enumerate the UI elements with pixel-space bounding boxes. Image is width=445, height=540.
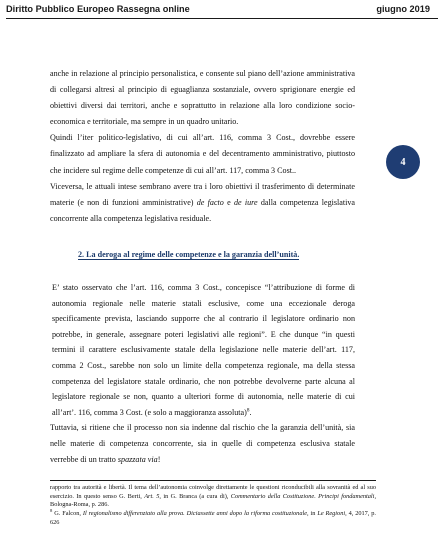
text-run: , in G. Branca (a cura di), xyxy=(159,492,231,500)
footnote-reference[interactable]: 8 xyxy=(246,407,250,414)
footnote-continuation xyxy=(50,484,376,510)
issue-date: giugno 2019 xyxy=(376,4,430,14)
paragraph xyxy=(50,420,355,467)
text-run: dalla competenza legislativa concorrente alla competenza legislativa residuale. xyxy=(50,197,356,223)
italic-text: Commentario della Costituzione. Principi fondamentali xyxy=(230,492,375,500)
text-run: . xyxy=(249,407,252,417)
text-run: E’ stato osservato che l’art. 116, comma 3 Cost., concepisce “l’attribuzione di forme di autonomia regionale nelle materie statali esclusive, come una eccezionale deroga specificamente prevista, lasciando supporre che al contrario il legislatore ordinario non potrebbe, in generale, assegnare poteri legislativi alle regioni”. E che dunque “in questi termini il carattere esclusivamente statale della legislazione nelle materie dell’art. 117, comma 2 Cost., sarebbe non solo un limite della competenza regionale, ma della stessa competenza del legislatore statale ordinario, che non potrebbe devolverne parte alcuna al legislatore regionale se non, quanto a ulteriori forme di autonomia, nelle materie di cui all’art’. 116, comma 3 Cost. (e solo a maggioranza assoluta) xyxy=(52,283,355,417)
footnote-number: 8 xyxy=(50,508,53,514)
text-run: , Bologna-Roma, p. 286. xyxy=(50,492,377,509)
text-run: rapporto tra autorità e libertà. Il tema dell’autonomia coinvolge direttamente le questioni riconducibili alla sovranità ed al suo esercizio. In questo senso G. Berti, xyxy=(50,484,376,500)
footnote xyxy=(50,510,376,527)
text-run: , in xyxy=(307,510,318,518)
italic-text: de facto xyxy=(196,197,224,207)
italic-text: Art. 5 xyxy=(144,492,160,500)
text-run: Tuttavia, si ritiene che il processo non sia indenne dal rischio che la garanzia dell’unità, sia nelle materie di competenza concorrente, sia in quelle di competenza esclusiva statale verrebbe di un tratto xyxy=(50,423,355,464)
section-heading-text: 2. La deroga al regime delle competenze e la garanzia dell’unità. xyxy=(78,250,300,259)
text-run: G. Falcon, xyxy=(52,510,83,518)
footnotes xyxy=(50,484,376,528)
page-header xyxy=(6,4,438,22)
page-number-badge: 4 xyxy=(386,145,420,179)
section-heading xyxy=(78,250,358,259)
italic-text: spazzata via xyxy=(117,454,158,464)
text-run: , 4, 2017, p. 626 xyxy=(50,510,377,526)
paragraph: Quindi l’iter politico-legislativo, di cui all’art. 116, comma 3 Cost., dovrebbe essere finalizzato ad ampliare la sfera di autonomia e del decentramento amministrativo, piuttosto che incidere sul regime delle competenze di cui all’art. 117, comma 3 Cost.. xyxy=(50,133,355,175)
body-text-top xyxy=(50,66,355,227)
text-run: Viceversa, le attuali intese sembrano avere tra i loro obiettivi il trasferimento di determinate materie (e non di funzioni amministrative) xyxy=(50,181,355,207)
journal-title: Diritto Pubblico Europeo Rassegna online xyxy=(6,4,190,14)
footnote-separator xyxy=(50,480,376,481)
header-rule xyxy=(6,18,438,19)
paragraph xyxy=(50,179,355,227)
text-run: ! xyxy=(157,454,161,464)
text-run: e xyxy=(223,197,234,207)
italic-text: Le Regioni xyxy=(317,510,346,518)
paragraph: anche in relazione al principio personalistica, e consente sul piano dell’azione amministrativa di collegarsi altresì al principio di eguaglianza sostanziale, ovvero sprigionare energie ed obiettivi diversi dai territori, anche e soprattutto in relazione alla loro condizione socio-economica e territoriale, ma sempre in un quadro unitario. xyxy=(50,69,355,127)
body-text-bottom xyxy=(50,280,355,467)
italic-text: de iure xyxy=(233,197,258,207)
paragraph xyxy=(50,280,355,420)
italic-text: Il regionalismo differenziato alla prova. Diciassette anni dopo la riforma costituzionale xyxy=(82,510,308,518)
